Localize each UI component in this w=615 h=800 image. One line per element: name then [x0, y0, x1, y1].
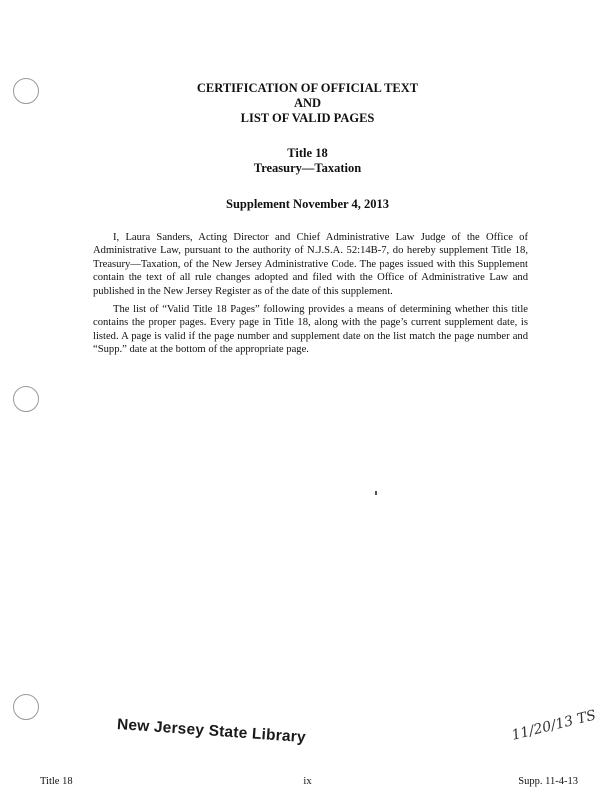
title-number: Title 18: [287, 146, 328, 160]
footer-page-number: ix: [303, 776, 312, 787]
heading-list-of-valid-pages: LIST OF VALID PAGES: [240, 111, 375, 125]
library-stamp: New Jersey State Library: [116, 716, 307, 747]
supplement-date: Supplement November 4, 2013: [226, 197, 389, 211]
heading-certification: CERTIFICATION OF OFFICIAL TEXT: [196, 81, 419, 95]
footer-title: Title 18: [40, 776, 73, 787]
heading-and: AND: [293, 96, 322, 110]
scan-speck: [375, 491, 377, 495]
title-subject: Treasury—Taxation: [253, 161, 362, 175]
punch-hole: [13, 694, 39, 720]
valid-pages-paragraph: The list of “Valid Title 18 Pages” following provides a means of determining whether this title contains the proper pages. Every page in Title 18, along with the page’s current supplement date, is listed. A page is valid if the page number and supplement date on the list match the page number and “Supp.” date at the bottom of the appropriate page.: [93, 304, 528, 356]
footer-supplement: Supp. 11-4-13: [518, 776, 578, 787]
certification-paragraph: I, Laura Sanders, Acting Director and Chief Administrative Law Judge of the Office of Administrative Law, pursuant to the authority of N.J.S.A. 52:14B-7, do hereby supplement Title 18, Treasury—Taxation, of the New Jersey Administrative Code. The pages issued with this Supplement contain the text of all rule changes adopted and filed with the Office of Administrative Law and published in the New Jersey Register as of the date of this supplement.: [93, 232, 528, 297]
handwritten-date: 11/20/13 TS: [510, 707, 598, 744]
punch-hole: [13, 386, 39, 412]
